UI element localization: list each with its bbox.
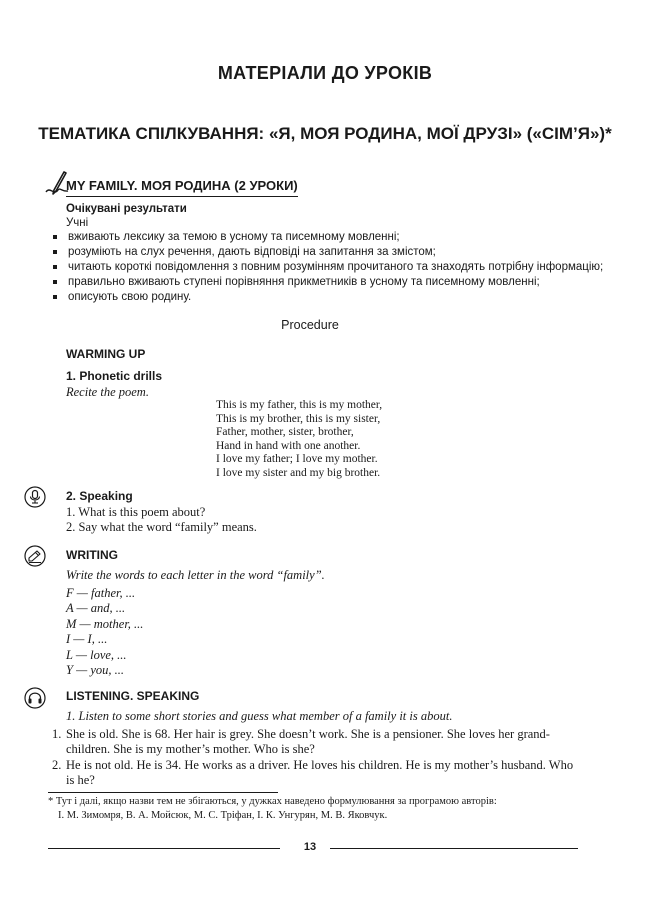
- list-item: A — and, ...: [66, 601, 126, 616]
- footnote-divider: [48, 792, 278, 793]
- poem-line: I love my father; I love my mother.: [216, 453, 378, 466]
- footnote-line: * Тут і далі, якщо назви тем не збігаються, у дужках наведено формулювання за програмою авторів:: [48, 796, 497, 807]
- list-item: Y — you, ...: [66, 663, 124, 678]
- phonetic-instruction: Recite the poem.: [66, 385, 149, 399]
- list-item: L — love, ...: [66, 647, 127, 662]
- list-item: F — father, ...: [66, 586, 136, 600]
- poem-line: This is my brother, this is my sister,: [216, 412, 381, 425]
- warming-up-heading: WARMING UP: [66, 347, 146, 361]
- story-text: She is old. She is 68. Her hair is grey. She doesn’t work. She is a pensioner. She loves her grand-children. She is my mother’s mother. Who is she?: [66, 727, 550, 757]
- story-number: 2.: [52, 757, 62, 772]
- procedure-heading: Procedure: [281, 318, 339, 332]
- poem-line: I love my sister and my big brother.: [216, 466, 381, 479]
- page-number: 13: [303, 841, 317, 853]
- speaking-questions: [66, 505, 257, 535]
- list-item: [52, 758, 582, 789]
- lesson-title-underline: [66, 196, 298, 197]
- outcomes-intro: Учні: [66, 217, 89, 229]
- lesson-title: MY FAMILY. МОЯ РОДИНА (2 УРОКИ): [66, 178, 298, 193]
- theme-title: ТЕМАТИКА СПІЛКУВАННЯ: «Я, МОЯ РОДИНА, МОЇ ДРУЗІ» («СІМ’Я»)*: [38, 124, 612, 143]
- poem-line: Hand in hand with one another.: [216, 439, 361, 452]
- writing-heading: WRITING: [66, 548, 118, 562]
- writing-instruction: Write the words to each letter in the word “family”.: [66, 568, 325, 582]
- list-item: 2. Say what the word “family” means.: [66, 520, 257, 534]
- listening-heading: LISTENING. SPEAKING: [66, 689, 200, 703]
- page-title: МАТЕРІАЛИ ДО УРОКІВ: [217, 63, 433, 83]
- list-item: розуміють на слух речення, дають відповіді на запитання за змістом;: [52, 245, 603, 260]
- list-item: правильно вживають ступені порівняння прикметників в усному та писемному мовленні;: [52, 275, 603, 290]
- headphones-icon: [24, 687, 46, 709]
- microphone-icon: [24, 486, 46, 508]
- poem-line: This is my father, this is my mother,: [216, 399, 383, 411]
- list-item: 1. What is this poem about?: [66, 505, 206, 519]
- page-number-rule-left: [48, 848, 280, 849]
- list-item: M — mother, ...: [66, 616, 144, 631]
- list-item: [52, 727, 582, 758]
- writing-icon: [24, 545, 46, 567]
- writing-word-list: [66, 586, 143, 678]
- poem: [216, 399, 382, 481]
- speaking-heading: 2. Speaking: [66, 489, 133, 503]
- page-number-rule-right: [330, 848, 578, 849]
- list-item: читають короткі повідомлення з повним розумінням прочитаного та знаходять потрібну інформацію;: [52, 260, 603, 275]
- stories-list: [52, 727, 582, 788]
- outcomes-heading: Очікувані результати: [66, 203, 187, 215]
- footnote: [48, 795, 588, 823]
- poem-line: Father, mother, sister, brother,: [216, 426, 354, 439]
- phonetic-drills-heading: 1. Phonetic drills: [66, 369, 163, 383]
- footnote-line: І. М. Зимомря, В. А. Мойсюк, М. С. Тріфан, І. К. Унгурян, М. В. Яковчук.: [58, 809, 388, 821]
- outcomes-list: [52, 230, 603, 305]
- list-item: I — I, ...: [66, 632, 108, 647]
- list-item: описують свою родину.: [52, 290, 603, 305]
- story-text: He is not old. He is 34. He works as a driver. He loves his children. He is my mother’s husband. Who is he?: [66, 757, 574, 787]
- list-item: вживають лексику за темою в усному та писемному мовленні;: [52, 230, 603, 245]
- listening-instruction: 1. Listen to some short stories and guess what member of a family it is about.: [66, 709, 453, 723]
- story-number: 1.: [52, 727, 62, 741]
